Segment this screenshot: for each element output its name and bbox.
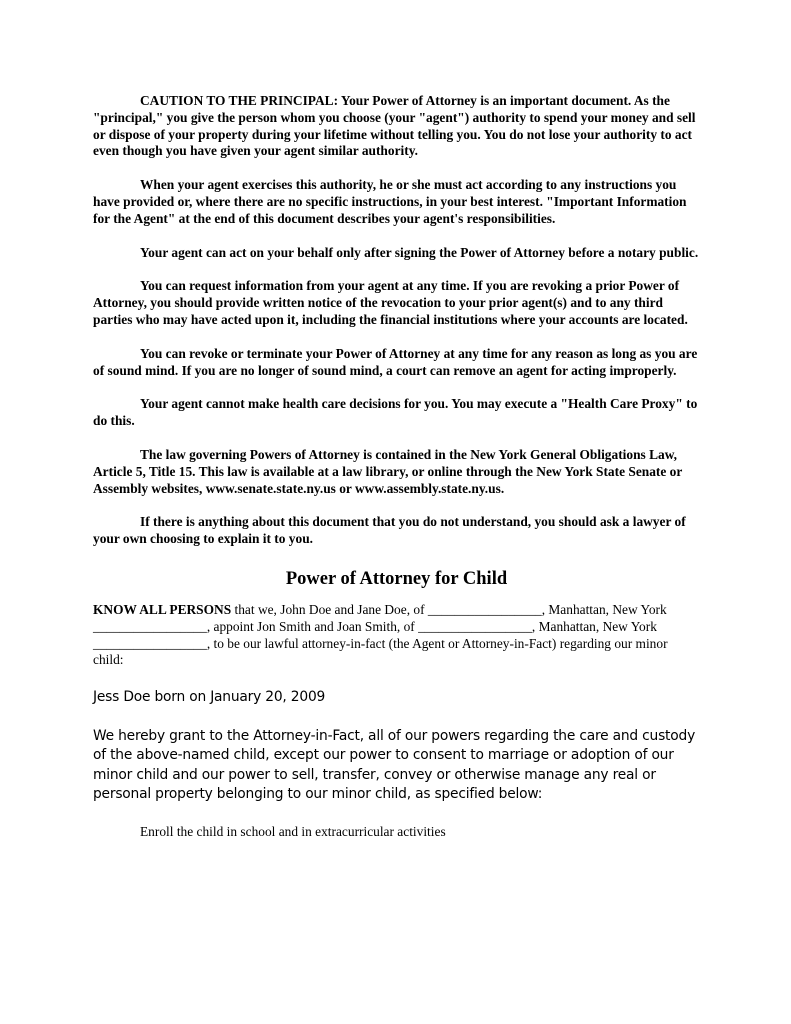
caution-paragraph-agent-duty: When your agent exercises this authority, he or she must act according to any instructions you have provided or, where there are no specific instructions, in your best interest. "Important Information for the Agent" at the end of this document describes your agent's responsibilities. (93, 177, 687, 226)
caution-paragraph-law: The law governing Powers of Attorney is contained in the New York General Obligations Law, Article 5, Title 15. This law is available at a law library, or online through the New York State Senate or Assembly websites, www.senate.state.ny.us or www.assembly.state.ny.us. (93, 446, 683, 496)
caution-paragraph-ask-lawyer: If there is anything about this document that you do not understand, you should ask a lawyer of your own choosing to explain it to you. (93, 514, 686, 547)
document-page (93, 93, 700, 841)
document-title: Power of Attorney for Child (285, 568, 508, 589)
appointment-lead: KNOW ALL PERSONS (93, 601, 232, 617)
appointment-paragraph (93, 602, 700, 669)
caution-paragraph-health-care: Your agent cannot make health care decisions for you. You may execute a "Health Care Proxy" to do this. (93, 396, 698, 429)
grant-paragraph: We hereby grant to the Attorney-in-Fact, all of our powers regarding the care and custody of the above-named child, except our power to consent to marriage or adoption of our minor child and our power to sell, transfer, convey or otherwise manage any real or personal property belonging to our minor child, as specified below: (93, 728, 696, 802)
caution-paragraph-principal: CAUTION TO THE PRINCIPAL: Your Power of Attorney is an important document. As the "principal," you give the person whom you choose (your "agent") authority to spend your money and sell or dispose of your property during your lifetime without telling you. You do not lose your authority to act even though you have given your agent similar authority. (93, 93, 696, 159)
power-item: Enroll the child in school and in extracurricular activities (140, 823, 446, 839)
caution-paragraph-notary: Your agent can act on your behalf only after signing the Power of Attorney before a notary public. (140, 244, 699, 260)
caution-paragraph-request-info: You can request information from your agent at any time. If you are revoking a prior Power of Attorney, you should provide written notice of the revocation to your prior agent(s) and to any third parties who may have acted upon it, including the financial institutions where your accounts are located. (93, 278, 688, 327)
caution-section (93, 93, 700, 548)
caution-paragraph-revoke: You can revoke or terminate your Power of Attorney at any time for any reason as long as you are of sound mind. If you are no longer of sound mind, a court can remove an agent for acting improperly. (93, 345, 698, 378)
child-line: Jess Doe born on January 20, 2009 (93, 689, 326, 706)
appointment-text: that we, John Doe and Jane Doe, of _________________, Manhattan, New York _________________, appoint Jon Smith and Joan Smith, of _________________, Manhattan, New York _________________, to be our lawful attorney-in-fact (the Agent or Attorney-in-Fact) regarding our minor child: (93, 601, 668, 668)
